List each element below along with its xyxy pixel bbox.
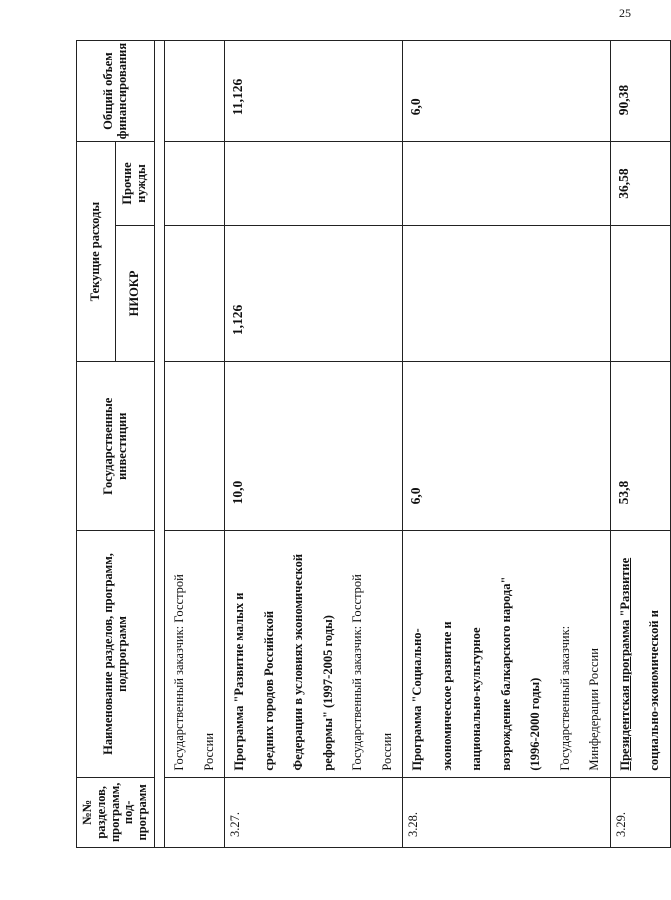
niokr-value <box>610 225 670 361</box>
header-gap-row <box>155 41 165 848</box>
total-value <box>165 41 225 142</box>
row-name-line: (1996-2000 годы) <box>528 677 542 771</box>
row-name <box>403 531 611 777</box>
row-number: 3.27. <box>225 777 403 847</box>
row-name-line: Государственный заказчик: Госстрой <box>172 574 186 771</box>
row-name-line: Федерации в условиях экономической <box>291 553 305 771</box>
gov-investments-value: 6,0 <box>403 362 611 531</box>
total-value: 11,126 <box>225 41 403 142</box>
row-name-line: возрождение балкарского народа" <box>498 576 513 771</box>
total-value: 6,0 <box>403 41 611 142</box>
gov-investments-value: 53,8 <box>610 362 670 531</box>
header-gov-investments: Государственные инвестиции <box>77 362 155 531</box>
row-name-line: России <box>201 732 216 771</box>
header-niokr: НИОКР <box>116 225 155 361</box>
page-number: 25 <box>619 6 631 20</box>
row-name <box>225 531 403 777</box>
other-needs-value <box>403 142 611 226</box>
niokr-value <box>165 225 225 361</box>
row-name-line: России <box>379 732 394 771</box>
row-number: 3.28. <box>403 777 611 847</box>
other-needs-value <box>225 142 403 226</box>
table-row <box>403 41 611 848</box>
other-needs-value: 36,58 <box>610 142 670 226</box>
row-name-line: средних городов Российской <box>261 610 276 771</box>
row-name-line: Президентская программа "Развитие <box>617 557 632 771</box>
niokr-value: 1,126 <box>225 225 403 361</box>
table-row <box>225 41 403 848</box>
financing-table <box>76 40 671 848</box>
row-name-line: Государственный заказчик: Госстрой <box>350 574 364 771</box>
row-name <box>610 531 670 777</box>
row-name-line: реформы" (1997-2005 годы) <box>320 615 335 771</box>
table-row <box>610 41 670 848</box>
row-number <box>165 777 225 847</box>
row-name <box>165 531 225 777</box>
gov-investments-value <box>165 362 225 531</box>
header-current-expenses: Текущие расходы <box>77 142 116 362</box>
total-value: 90,38 <box>610 41 670 142</box>
header-total: Общий объем финансирования <box>77 41 155 142</box>
rotated-table-block <box>76 40 661 848</box>
row-name-line: Программа "Социально- <box>410 628 424 771</box>
header-other-needs: Прочие нужды <box>116 142 155 226</box>
niokr-value <box>403 225 611 361</box>
row-name-line: социально-экономической и <box>647 610 661 771</box>
table-body <box>155 41 671 848</box>
row-name-line: экономическое развитие и <box>439 621 454 771</box>
gov-investments-value: 10,0 <box>225 362 403 531</box>
header-name: Наименование разделов, программ, подпрограмм <box>77 531 155 777</box>
row-name-line: национально-культурное <box>469 627 483 771</box>
other-needs-value <box>165 142 225 226</box>
row-number: 3.29. <box>610 777 670 847</box>
row-name-line: Минфедерации России <box>587 648 601 771</box>
row-name-line: Государственный заказчик: <box>557 625 572 771</box>
header-num: №№ разделов, программ, под-программ <box>77 777 155 847</box>
row-name-line: Программа "Развитие малых и <box>232 592 246 771</box>
table-row <box>165 41 225 848</box>
